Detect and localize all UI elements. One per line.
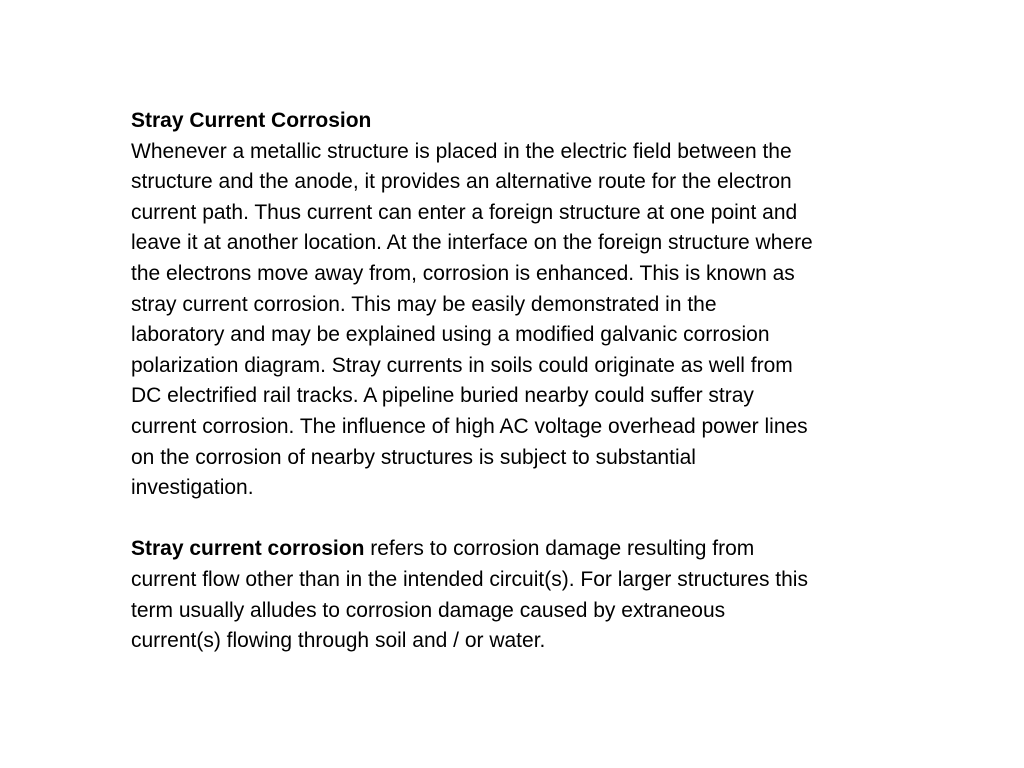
paragraph-1-line: the electrons move away from, corrosion is enhanced. This is known as: [131, 261, 795, 285]
document-title: Stray Current Corrosion: [131, 109, 372, 132]
paragraph-2-line: term usually alludes to corrosion damage caused by extraneous: [131, 598, 726, 622]
paragraph-1: [131, 137, 971, 504]
text-block: [131, 106, 971, 657]
paragraph-2: [131, 534, 971, 656]
paragraph-1-line: Whenever a metallic structure is placed in the electric field between the: [131, 139, 792, 163]
defined-term: Stray current corrosion: [131, 537, 365, 561]
paragraph-1-line: polarization diagram. Stray currents in soils could originate as well from: [131, 353, 793, 377]
paragraph-2-line: current flow other than in the intended circuit(s). For larger structures this: [131, 567, 808, 591]
paragraph-1-line: DC electrified rail tracks. A pipeline buried nearby could suffer stray: [131, 384, 754, 408]
paragraph-2-first-line-rest: refers to corrosion damage resulting from: [364, 537, 755, 561]
paragraph-2-first-line: [131, 534, 971, 565]
paragraph-1-line: laboratory and may be explained using a modified galvanic corrosion: [131, 323, 770, 347]
paragraph-1-line: investigation.: [131, 476, 254, 500]
paragraph-2-line: current(s) flowing through soil and / or water.: [131, 629, 546, 653]
paragraph-1-line: on the corrosion of nearby structures is subject to substantial: [131, 445, 696, 469]
paragraph-1-line: current path. Thus current can enter a foreign structure at one point and: [131, 200, 798, 224]
paragraph-1-line: stray current corrosion. This may be easily demonstrated in the: [131, 292, 717, 316]
paragraph-1-line: current corrosion. The influence of high AC voltage overhead power lines: [131, 414, 808, 438]
paragraph-1-line: structure and the anode, it provides an alternative route for the electron: [131, 170, 792, 194]
paragraph-1-line: leave it at another location. At the interface on the foreign structure where: [131, 231, 813, 255]
paragraph-spacer: [131, 504, 971, 535]
